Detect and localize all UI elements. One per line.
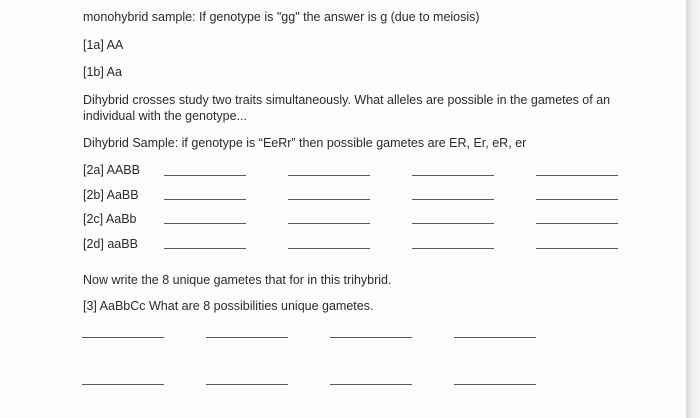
monohybrid-sample-text: monohybrid sample: If genotype is "gg" the answer is g (due to meiosis) — [83, 10, 480, 24]
answer-blank-3-8[interactable] — [454, 384, 536, 385]
answer-blank-2d-2[interactable] — [288, 248, 370, 249]
question-2a-label: [2a] AABB — [83, 163, 140, 177]
question-2b-label: [2b] AaBB — [83, 188, 139, 202]
question-2d-label: [2d] aaBB — [83, 237, 138, 251]
answer-blank-2a-3[interactable] — [412, 175, 494, 176]
answer-blank-3-7[interactable] — [330, 384, 412, 385]
answer-blank-3-2[interactable] — [206, 337, 288, 338]
answer-blank-2c-4[interactable] — [536, 223, 618, 224]
answer-blank-2d-1[interactable] — [164, 248, 246, 249]
answer-blank-2b-3[interactable] — [412, 199, 494, 200]
answer-blank-2c-3[interactable] — [412, 223, 494, 224]
question-2c-label: [2c] AaBb — [83, 212, 137, 226]
answer-blank-2d-3[interactable] — [412, 248, 494, 249]
answer-blank-2a-4[interactable] — [536, 175, 618, 176]
answer-blank-2b-1[interactable] — [164, 199, 246, 200]
answer-blank-2b-2[interactable] — [288, 199, 370, 200]
answer-blank-2c-2[interactable] — [288, 223, 370, 224]
answer-blank-2a-2[interactable] — [288, 175, 370, 176]
answer-blank-2c-1[interactable] — [164, 223, 246, 224]
page-edge-shadow — [686, 0, 700, 418]
answer-blank-2b-4[interactable] — [536, 199, 618, 200]
answer-blank-3-1[interactable] — [82, 337, 164, 338]
answer-blank-3-6[interactable] — [206, 384, 288, 385]
question-3-label: [3] AaBbCc What are 8 possibilities unique gametes. — [83, 299, 374, 313]
trihybrid-intro-text: Now write the 8 unique gametes that for in this trihybrid. — [83, 273, 392, 287]
answer-blank-3-4[interactable] — [454, 337, 536, 338]
question-1b-label: [1b] Aa — [83, 65, 122, 79]
dihybrid-sample-text: Dihybrid Sample: if genotype is “EeRr” then possible gametes are ER, Er, eR, er — [83, 136, 527, 150]
answer-blank-2d-4[interactable] — [536, 248, 618, 249]
dihybrid-intro-text: Dihybrid crosses study two traits simultaneously. What alleles are possible in the gametes of an individual with the genotype... — [83, 93, 611, 123]
answer-blank-3-3[interactable] — [330, 337, 412, 338]
answer-blank-3-5[interactable] — [82, 384, 164, 385]
question-1a-label: [1a] AA — [83, 38, 124, 52]
answer-blank-2a-1[interactable] — [164, 175, 246, 176]
